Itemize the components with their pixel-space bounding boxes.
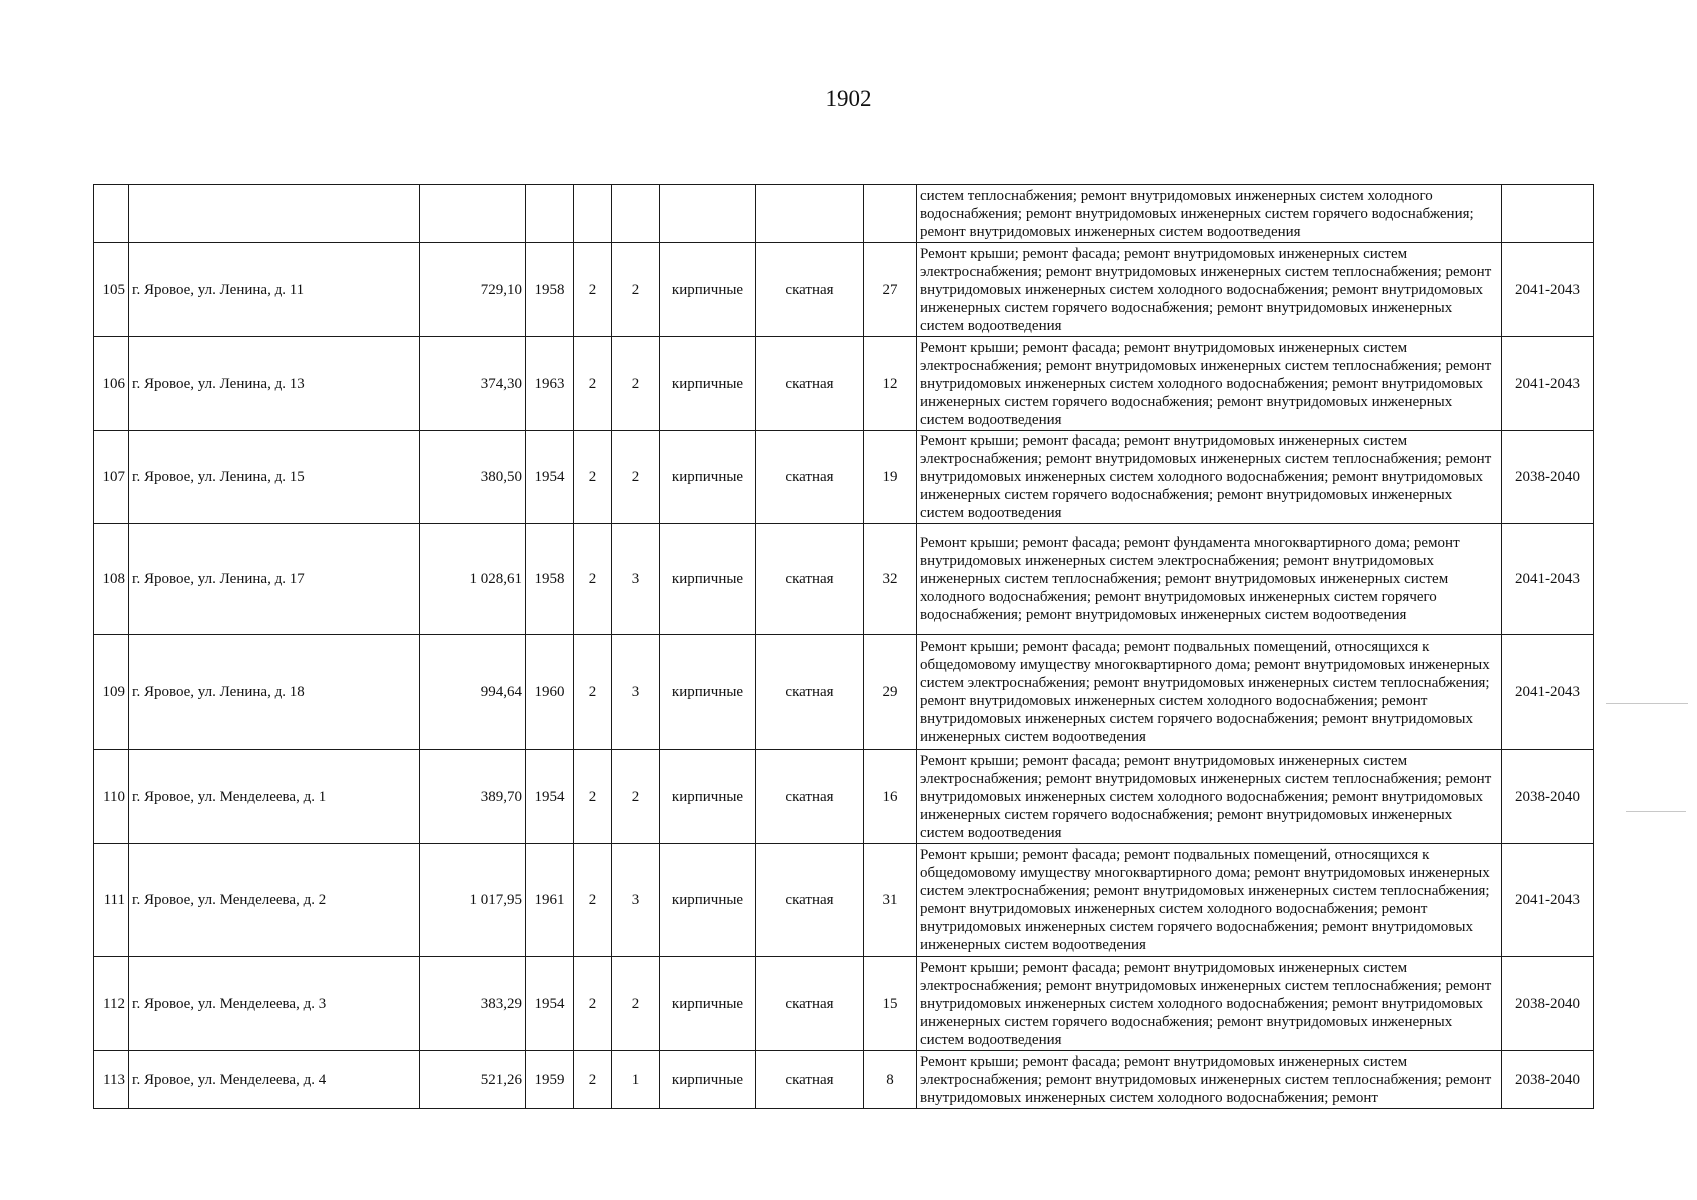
area-cell: 521,26 <box>420 1051 526 1109</box>
works-cell: Ремонт крыши; ремонт фасада; ремонт подвальных помещений, относящихся к общедомовому имуществу многоквартирного дома; ремонт внутридомовых инженерных систем электроснабжения; ремонт внутридомовых инженерных систем теплоснабжения; ремонт внутридомовых инженерных систем холодного водоснабжения; ремонт внутридомовых инженерных систем горячего водоснабжения; ремонт внутридомовых инженерных систем водоотведения <box>917 844 1502 957</box>
works-cell: Ремонт крыши; ремонт фасада; ремонт фундамента многоквартирного дома; ремонт внутридомовых инженерных систем электроснабжения; ремонт внутридомовых инженерных систем теплоснабжения; ремонт внутридомовых инженерных систем холодного водоснабжения; ремонт внутридомовых инженерных систем горячего водоснабжения; ремонт внутридомовых инженерных систем водоотведения <box>917 524 1502 635</box>
scan-artifact-line <box>1626 811 1686 812</box>
residents-cell: 15 <box>864 957 917 1051</box>
num-cell: 113 <box>94 1051 129 1109</box>
table-row <box>94 1051 1594 1109</box>
period-cell: 2038-2040 <box>1502 750 1594 844</box>
period-cell: 2041-2043 <box>1502 844 1594 957</box>
residents-cell: 31 <box>864 844 917 957</box>
walls-cell <box>660 185 756 243</box>
period-cell: 2041-2043 <box>1502 337 1594 431</box>
floors-cell <box>574 185 612 243</box>
roof-cell: скатная <box>756 957 864 1051</box>
table-row <box>94 243 1594 337</box>
area-cell: 1 028,61 <box>420 524 526 635</box>
entrances-cell: 1 <box>612 1051 660 1109</box>
page-number: 1902 <box>825 86 872 111</box>
housing-registry-table <box>93 184 1594 1109</box>
roof-cell: скатная <box>756 844 864 957</box>
area-cell: 994,64 <box>420 635 526 750</box>
residents-cell: 16 <box>864 750 917 844</box>
table-row <box>94 524 1594 635</box>
year-cell: 1958 <box>526 524 574 635</box>
roof-cell: скатная <box>756 524 864 635</box>
area-cell: 383,29 <box>420 957 526 1051</box>
num-cell: 105 <box>94 243 129 337</box>
continuation-row <box>94 185 1594 243</box>
entrances-cell: 3 <box>612 524 660 635</box>
roof-cell: скатная <box>756 1051 864 1109</box>
address-cell: г. Яровое, ул. Менделеева, д. 3 <box>129 957 420 1051</box>
floors-cell: 2 <box>574 243 612 337</box>
year-cell <box>526 185 574 243</box>
num-cell <box>94 185 129 243</box>
roof-cell <box>756 185 864 243</box>
roof-cell: скатная <box>756 337 864 431</box>
residents-cell <box>864 185 917 243</box>
walls-cell: кирпичные <box>660 1051 756 1109</box>
address-cell <box>129 185 420 243</box>
walls-cell: кирпичные <box>660 337 756 431</box>
walls-cell: кирпичные <box>660 844 756 957</box>
table-row <box>94 635 1594 750</box>
address-cell: г. Яровое, ул. Ленина, д. 18 <box>129 635 420 750</box>
period-cell: 2038-2040 <box>1502 1051 1594 1109</box>
walls-cell: кирпичные <box>660 243 756 337</box>
roof-cell: скатная <box>756 243 864 337</box>
works-cell: Ремонт крыши; ремонт фасада; ремонт внутридомовых инженерных систем электроснабжения; ремонт внутридомовых инженерных систем теплоснабжения; ремонт внутридомовых инженерных систем холодного водоснабжения; ремонт внутридомовых инженерных систем горячего водоснабжения; ремонт внутридомовых инженерных систем водоотведения <box>917 750 1502 844</box>
year-cell: 1954 <box>526 957 574 1051</box>
period-cell: 2041-2043 <box>1502 524 1594 635</box>
period-cell <box>1502 185 1594 243</box>
year-cell: 1961 <box>526 844 574 957</box>
entrances-cell <box>612 185 660 243</box>
entrances-cell: 3 <box>612 635 660 750</box>
works-cell: Ремонт крыши; ремонт фасада; ремонт внутридомовых инженерных систем электроснабжения; ремонт внутридомовых инженерных систем теплоснабжения; ремонт внутридомовых инженерных систем холодного водоснабжения; ремонт внутридомовых инженерных систем горячего водоснабжения; ремонт внутридомовых инженерных систем водоотведения <box>917 337 1502 431</box>
year-cell: 1954 <box>526 750 574 844</box>
residents-cell: 29 <box>864 635 917 750</box>
floors-cell: 2 <box>574 750 612 844</box>
floors-cell: 2 <box>574 844 612 957</box>
residents-cell: 27 <box>864 243 917 337</box>
area-cell: 374,30 <box>420 337 526 431</box>
year-cell: 1960 <box>526 635 574 750</box>
period-cell: 2038-2040 <box>1502 957 1594 1051</box>
table-row <box>94 844 1594 957</box>
area-cell: 389,70 <box>420 750 526 844</box>
table-row <box>94 337 1594 431</box>
year-cell: 1954 <box>526 431 574 524</box>
walls-cell: кирпичные <box>660 635 756 750</box>
num-cell: 111 <box>94 844 129 957</box>
residents-cell: 32 <box>864 524 917 635</box>
num-cell: 108 <box>94 524 129 635</box>
roof-cell: скатная <box>756 635 864 750</box>
area-cell: 729,10 <box>420 243 526 337</box>
period-cell: 2041-2043 <box>1502 243 1594 337</box>
scan-artifact-line <box>1606 703 1688 704</box>
table-row <box>94 431 1594 524</box>
works-cell: систем теплоснабжения; ремонт внутридомовых инженерных систем холодного водоснабжения; ремонт внутридомовых инженерных систем горячего водоснабжения; ремонт внутридомовых инженерных систем водоотведения <box>917 185 1502 243</box>
address-cell: г. Яровое, ул. Ленина, д. 17 <box>129 524 420 635</box>
walls-cell: кирпичные <box>660 750 756 844</box>
works-cell: Ремонт крыши; ремонт фасада; ремонт внутридомовых инженерных систем электроснабжения; ремонт внутридомовых инженерных систем теплоснабжения; ремонт внутридомовых инженерных систем холодного водоснабжения; ремонт внутридомовых инженерных систем горячего водоснабжения; ремонт внутридомовых инженерных систем водоотведения <box>917 957 1502 1051</box>
year-cell: 1963 <box>526 337 574 431</box>
address-cell: г. Яровое, ул. Менделеева, д. 4 <box>129 1051 420 1109</box>
floors-cell: 2 <box>574 337 612 431</box>
works-cell: Ремонт крыши; ремонт фасада; ремонт подвальных помещений, относящихся к общедомовому имуществу многоквартирного дома; ремонт внутридомовых инженерных систем электроснабжения; ремонт внутридомовых инженерных систем теплоснабжения; ремонт внутридомовых инженерных систем холодного водоснабжения; ремонт внутридомовых инженерных систем горячего водоснабжения; ремонт внутридомовых инженерных систем водоотведения <box>917 635 1502 750</box>
floors-cell: 2 <box>574 1051 612 1109</box>
works-cell: Ремонт крыши; ремонт фасада; ремонт внутридомовых инженерных систем электроснабжения; ремонт внутридомовых инженерных систем теплоснабжения; ремонт внутридомовых инженерных систем холодного водоснабжения; ремонт внутридомовых инженерных систем горячего водоснабжения; ремонт внутридомовых инженерных систем водоотведения <box>917 431 1502 524</box>
residents-cell: 8 <box>864 1051 917 1109</box>
entrances-cell: 2 <box>612 431 660 524</box>
num-cell: 112 <box>94 957 129 1051</box>
address-cell: г. Яровое, ул. Менделеева, д. 2 <box>129 844 420 957</box>
entrances-cell: 2 <box>612 243 660 337</box>
num-cell: 110 <box>94 750 129 844</box>
residents-cell: 19 <box>864 431 917 524</box>
entrances-cell: 2 <box>612 337 660 431</box>
floors-cell: 2 <box>574 635 612 750</box>
address-cell: г. Яровое, ул. Менделеева, д. 1 <box>129 750 420 844</box>
works-cell: Ремонт крыши; ремонт фасада; ремонт внутридомовых инженерных систем электроснабжения; ремонт внутридомовых инженерных систем теплоснабжения; ремонт внутридомовых инженерных систем холодного водоснабжения; ремонт <box>917 1051 1502 1109</box>
floors-cell: 2 <box>574 957 612 1051</box>
walls-cell: кирпичные <box>660 957 756 1051</box>
entrances-cell: 2 <box>612 957 660 1051</box>
roof-cell: скатная <box>756 750 864 844</box>
area-cell: 380,50 <box>420 431 526 524</box>
num-cell: 109 <box>94 635 129 750</box>
residents-cell: 12 <box>864 337 917 431</box>
area-cell <box>420 185 526 243</box>
address-cell: г. Яровое, ул. Ленина, д. 11 <box>129 243 420 337</box>
roof-cell: скатная <box>756 431 864 524</box>
area-cell: 1 017,95 <box>420 844 526 957</box>
period-cell: 2038-2040 <box>1502 431 1594 524</box>
entrances-cell: 3 <box>612 844 660 957</box>
address-cell: г. Яровое, ул. Ленина, д. 15 <box>129 431 420 524</box>
year-cell: 1958 <box>526 243 574 337</box>
floors-cell: 2 <box>574 524 612 635</box>
num-cell: 107 <box>94 431 129 524</box>
address-cell: г. Яровое, ул. Ленина, д. 13 <box>129 337 420 431</box>
walls-cell: кирпичные <box>660 524 756 635</box>
entrances-cell: 2 <box>612 750 660 844</box>
period-cell: 2041-2043 <box>1502 635 1594 750</box>
num-cell: 106 <box>94 337 129 431</box>
year-cell: 1959 <box>526 1051 574 1109</box>
table-row <box>94 957 1594 1051</box>
floors-cell: 2 <box>574 431 612 524</box>
table-row <box>94 750 1594 844</box>
works-cell: Ремонт крыши; ремонт фасада; ремонт внутридомовых инженерных систем электроснабжения; ремонт внутридомовых инженерных систем теплоснабжения; ремонт внутридомовых инженерных систем холодного водоснабжения; ремонт внутридомовых инженерных систем горячего водоснабжения; ремонт внутридомовых инженерных систем водоотведения <box>917 243 1502 337</box>
walls-cell: кирпичные <box>660 431 756 524</box>
